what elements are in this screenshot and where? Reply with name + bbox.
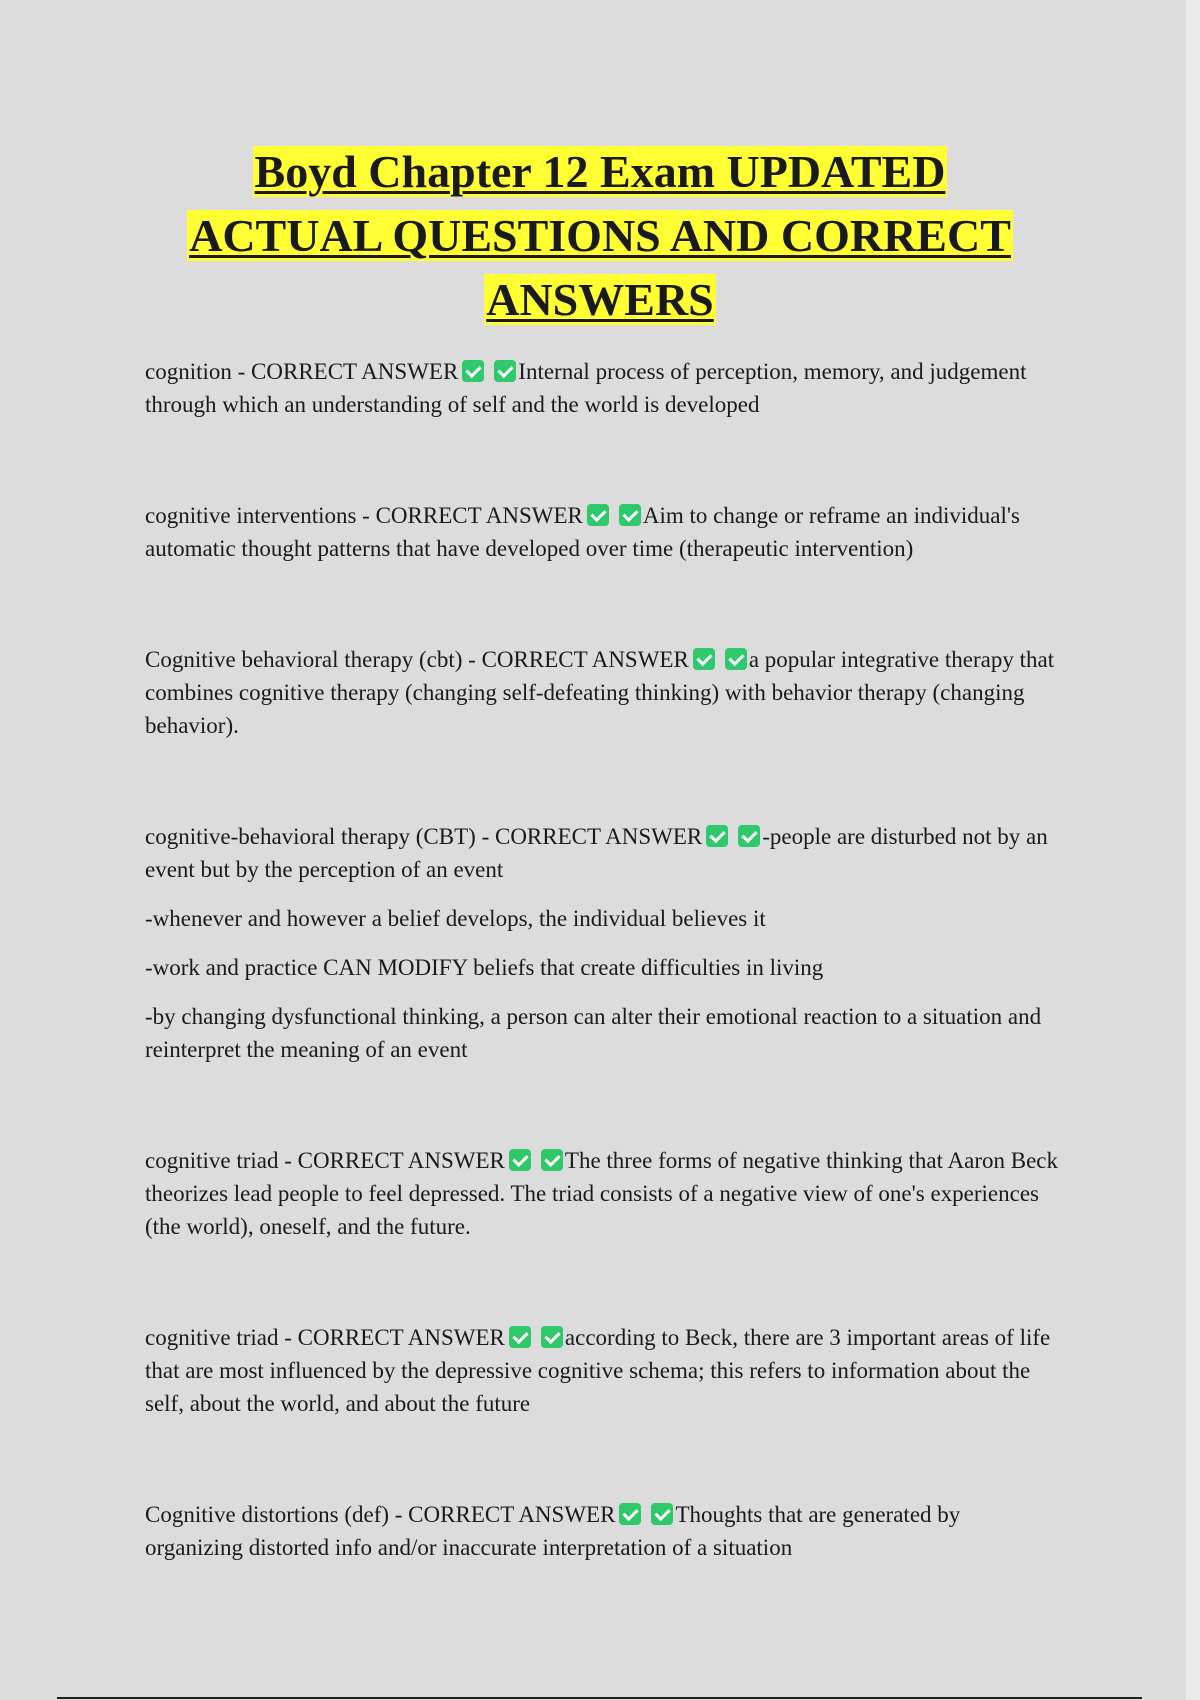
qa-entry xyxy=(145,355,1060,421)
page-title xyxy=(130,140,1070,332)
qa-list xyxy=(145,355,1060,1580)
check-mark-icon xyxy=(651,1503,673,1525)
qa-paragraph xyxy=(145,1321,1060,1420)
qa-paragraph: -by changing dysfunctional thinking, a person can alter their emotional reaction to a situation and reinterpret the meaning of an event xyxy=(145,1004,1042,1062)
qa-paragraph: -whenever and however a belief develops, the individual believes it xyxy=(145,906,766,931)
qa-answer: Internal process of perception, memory, and judgement through which an understanding of self and the world is developed xyxy=(145,359,1027,417)
check-mark-icon xyxy=(494,360,516,382)
check-mark-icon xyxy=(619,1503,641,1525)
title-line: ANSWERS xyxy=(486,274,714,325)
qa-term: cognitive-behavioral therapy (CBT) - CORRECT ANSWER xyxy=(145,824,703,849)
qa-paragraph xyxy=(145,499,1060,565)
check-mark-icon xyxy=(693,648,715,670)
qa-entry xyxy=(145,1321,1060,1420)
check-mark-icon xyxy=(462,360,484,382)
qa-answer: a popular integrative therapy that combines cognitive therapy (changing self-defeating thinking) with behavior therapy (changing behavior). xyxy=(145,647,1055,738)
qa-entry xyxy=(145,499,1060,565)
check-mark-icon xyxy=(706,825,728,847)
qa-term: cognitive triad - CORRECT ANSWER xyxy=(145,1148,505,1173)
qa-term: Cognitive distortions (def) - CORRECT ANSWER xyxy=(145,1502,616,1527)
check-mark-icon xyxy=(541,1326,563,1348)
check-mark-icon xyxy=(509,1149,531,1171)
check-mark-icon xyxy=(619,504,641,526)
qa-answer: according to Beck, there are 3 important areas of life that are most influenced by the depressive cognitive schema; this refers to information about the self, about the world, and about the future xyxy=(145,1325,1051,1416)
qa-entry xyxy=(145,1498,1060,1564)
footer-divider xyxy=(57,1697,1142,1699)
qa-term: Cognitive behavioral therapy (cbt) - CORRECT ANSWER xyxy=(145,647,689,672)
title-line: ACTUAL QUESTIONS AND CORRECT xyxy=(189,210,1011,261)
qa-term: cognition - CORRECT ANSWER xyxy=(145,359,459,384)
qa-paragraph xyxy=(145,643,1060,742)
check-mark-icon xyxy=(587,504,609,526)
title-line: Boyd Chapter 12 Exam UPDATED xyxy=(254,146,946,197)
qa-answer: -people are disturbed not by an event but by the perception of an event xyxy=(145,824,1048,882)
qa-answer: The three forms of negative thinking that Aaron Beck theorizes lead people to feel depressed. The triad consists of a negative view of one's experiences (the world), oneself, and the future. xyxy=(145,1148,1058,1239)
qa-answer: Thoughts that are generated by organizing distorted info and/or inaccurate interpretation of a situation xyxy=(145,1502,961,1560)
qa-paragraph xyxy=(145,1144,1060,1243)
check-mark-icon xyxy=(509,1326,531,1348)
qa-entry xyxy=(145,1144,1060,1243)
qa-entry xyxy=(145,643,1060,742)
qa-term: cognitive interventions - CORRECT ANSWER xyxy=(145,503,583,528)
qa-paragraph xyxy=(145,355,1060,421)
check-mark-icon xyxy=(725,648,747,670)
qa-paragraph xyxy=(145,820,1060,886)
check-mark-icon xyxy=(541,1149,563,1171)
qa-entry xyxy=(145,820,1060,1066)
qa-paragraph: -work and practice CAN MODIFY beliefs that create difficulties in living xyxy=(145,955,824,980)
qa-paragraph xyxy=(145,1498,1060,1564)
qa-term: cognitive triad - CORRECT ANSWER xyxy=(145,1325,505,1350)
qa-answer: Aim to change or reframe an individual's automatic thought patterns that have developed over time (therapeutic intervention) xyxy=(145,503,1020,561)
check-mark-icon xyxy=(738,825,760,847)
